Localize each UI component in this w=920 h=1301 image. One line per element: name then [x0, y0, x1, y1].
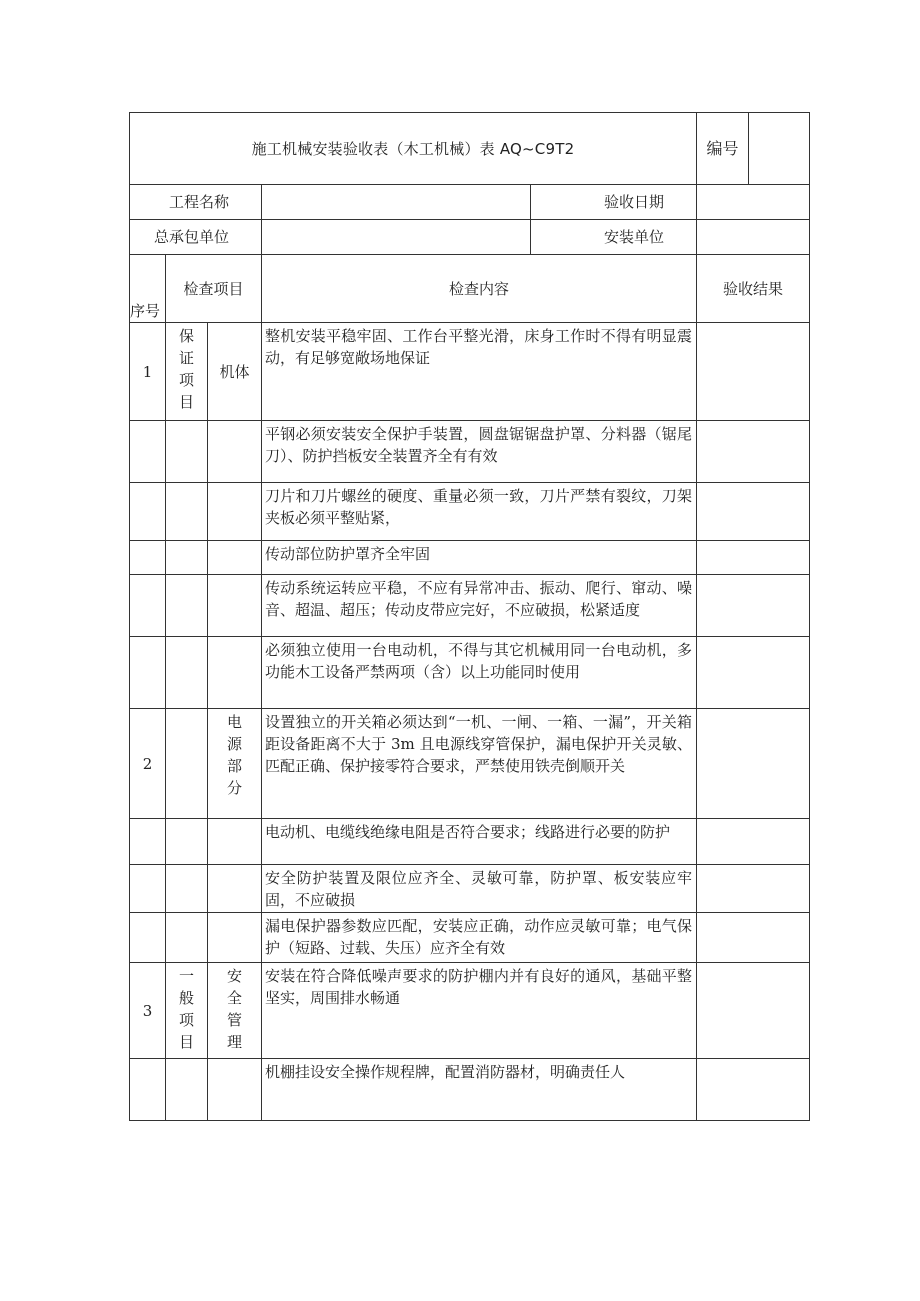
row-seq — [130, 637, 166, 709]
row-subitem — [208, 865, 262, 913]
subitem-char: 分 — [226, 779, 242, 797]
row-subitem — [208, 819, 262, 865]
row-subitem — [208, 963, 262, 1059]
row-seq — [130, 575, 166, 637]
row-subitem — [208, 913, 262, 963]
subitem-char: 部 — [226, 757, 242, 775]
row-seq: 1 — [130, 323, 166, 421]
row-subitem — [208, 709, 262, 819]
row-seq: 3 — [130, 963, 166, 1059]
row-content: 设置独立的开关箱必须达到“一机、一闸、一箱、一漏”，开关箱距设备距离不大于 3m 且电源线穿管保护，漏电保护开关灵敏、匹配正确、保护接零符合要求，严禁使用铁壳倒顺开关 — [262, 709, 697, 819]
row-category — [166, 575, 208, 637]
installer-field[interactable] — [697, 220, 810, 255]
row-subitem — [208, 575, 262, 637]
category-char: 一 — [178, 967, 194, 985]
number-value-cell[interactable] — [749, 113, 810, 185]
subitem-char: 理 — [226, 1033, 242, 1051]
row-category — [166, 421, 208, 483]
row-category — [166, 865, 208, 913]
col-content-header: 检查内容 — [262, 255, 697, 323]
row-subitem — [208, 483, 262, 541]
row-result-cell[interactable] — [697, 421, 810, 483]
row-content: 安装在符合降低噪声要求的防护棚内并有良好的通风，基础平整坚实，周围排水畅通 — [262, 963, 697, 1059]
row-subitem — [208, 1059, 262, 1121]
row-result-cell[interactable] — [697, 1059, 810, 1121]
row-content: 整机安装平稳牢固、工作台平整光滑，床身工作时不得有明显震动，有足够宽敞场地保证 — [262, 323, 697, 421]
installer-label: 安装单位 — [531, 220, 697, 255]
row-content: 漏电保护器参数应匹配，安装应正确，动作应灵敏可靠；电气保护（短路、过载、失压）应齐全有效 — [262, 913, 697, 963]
row-content: 传动系统运转应平稳，不应有异常冲击、振动、爬行、窜动、噪音、超温、超压；传动皮带应完好，不应破损，松紧适度 — [262, 575, 697, 637]
row-result-cell[interactable] — [697, 709, 810, 819]
row-seq — [130, 541, 166, 575]
row-content: 电动机、电缆线绝缘电阻是否符合要求；线路进行必要的防护 — [262, 819, 697, 865]
row-category — [166, 323, 208, 421]
row-content: 平钢必须安装安全保护手装置，圆盘锯锯盘护罩、分料器（锯尾刀）、防护挡板安全装置齐全有有效 — [262, 421, 697, 483]
row-result-cell[interactable] — [697, 483, 810, 541]
category-char: 保 — [178, 327, 194, 345]
row-result-cell[interactable] — [697, 913, 810, 963]
row-result-cell[interactable] — [697, 575, 810, 637]
subitem-char: 源 — [226, 735, 242, 753]
row-content: 传动部位防护罩齐全牢固 — [262, 541, 697, 575]
category-char: 项 — [178, 371, 194, 389]
category-char: 目 — [178, 1033, 194, 1051]
col-item-header: 检查项目 — [166, 255, 262, 323]
category-char: 般 — [178, 989, 194, 1007]
row-seq — [130, 865, 166, 913]
row-result-cell[interactable] — [697, 865, 810, 913]
category-char: 项 — [178, 1011, 194, 1029]
row-seq: 2 — [130, 709, 166, 819]
row-result-cell[interactable] — [697, 819, 810, 865]
row-subitem — [208, 541, 262, 575]
row-subitem — [208, 421, 262, 483]
row-category — [166, 637, 208, 709]
subitem-char: 管 — [226, 1011, 242, 1029]
subitem-char: 电 — [226, 713, 242, 731]
row-seq — [130, 1059, 166, 1121]
project-name-label: 工程名称 — [130, 185, 262, 220]
row-result-cell[interactable] — [697, 637, 810, 709]
row-content: 刀片和刀片螺丝的硬度、重量必须一致，刀片严禁有裂纹，刀架夹板必须平整贴紧， — [262, 483, 697, 541]
row-seq — [130, 421, 166, 483]
category-char: 目 — [178, 393, 194, 411]
row-result-cell[interactable] — [697, 323, 810, 421]
row-seq — [130, 483, 166, 541]
row-content: 安全防护装置及限位应齐全、灵敏可靠，防护罩、板安装应牢固，不应破损 — [262, 865, 697, 913]
row-result-cell[interactable] — [697, 541, 810, 575]
row-seq — [130, 819, 166, 865]
general-contractor-label: 总承包单位 — [130, 220, 262, 255]
row-subitem: 机体 — [208, 323, 262, 421]
row-category — [166, 709, 208, 819]
row-category — [166, 483, 208, 541]
subitem-char: 安 — [226, 967, 242, 985]
row-subitem — [208, 637, 262, 709]
number-label: 编号 — [697, 113, 749, 185]
row-category — [166, 819, 208, 865]
acceptance-date-label: 验收日期 — [531, 185, 697, 220]
subitem-char: 全 — [226, 989, 242, 1007]
col-result-header: 验收结果 — [697, 255, 810, 323]
row-category — [166, 541, 208, 575]
row-category — [166, 913, 208, 963]
acceptance-date-field[interactable] — [697, 185, 810, 220]
row-category — [166, 963, 208, 1059]
row-content: 必须独立使用一台电动机，不得与其它机械用同一台电动机，多功能木工设备严禁两项（含）以上功能同时使用 — [262, 637, 697, 709]
row-category — [166, 1059, 208, 1121]
row-content: 机棚挂设安全操作规程牌，配置消防器材，明确责任人 — [262, 1059, 697, 1121]
general-contractor-field[interactable] — [262, 220, 531, 255]
category-char: 证 — [178, 349, 194, 367]
row-seq — [130, 913, 166, 963]
form-title: 施工机械安装验收表（木工机械）表 AQ~C9T2 — [130, 113, 697, 185]
col-seq-header: 序号 — [130, 255, 166, 323]
project-name-field[interactable] — [262, 185, 531, 220]
row-result-cell[interactable] — [697, 963, 810, 1059]
acceptance-form-table — [129, 112, 810, 1121]
